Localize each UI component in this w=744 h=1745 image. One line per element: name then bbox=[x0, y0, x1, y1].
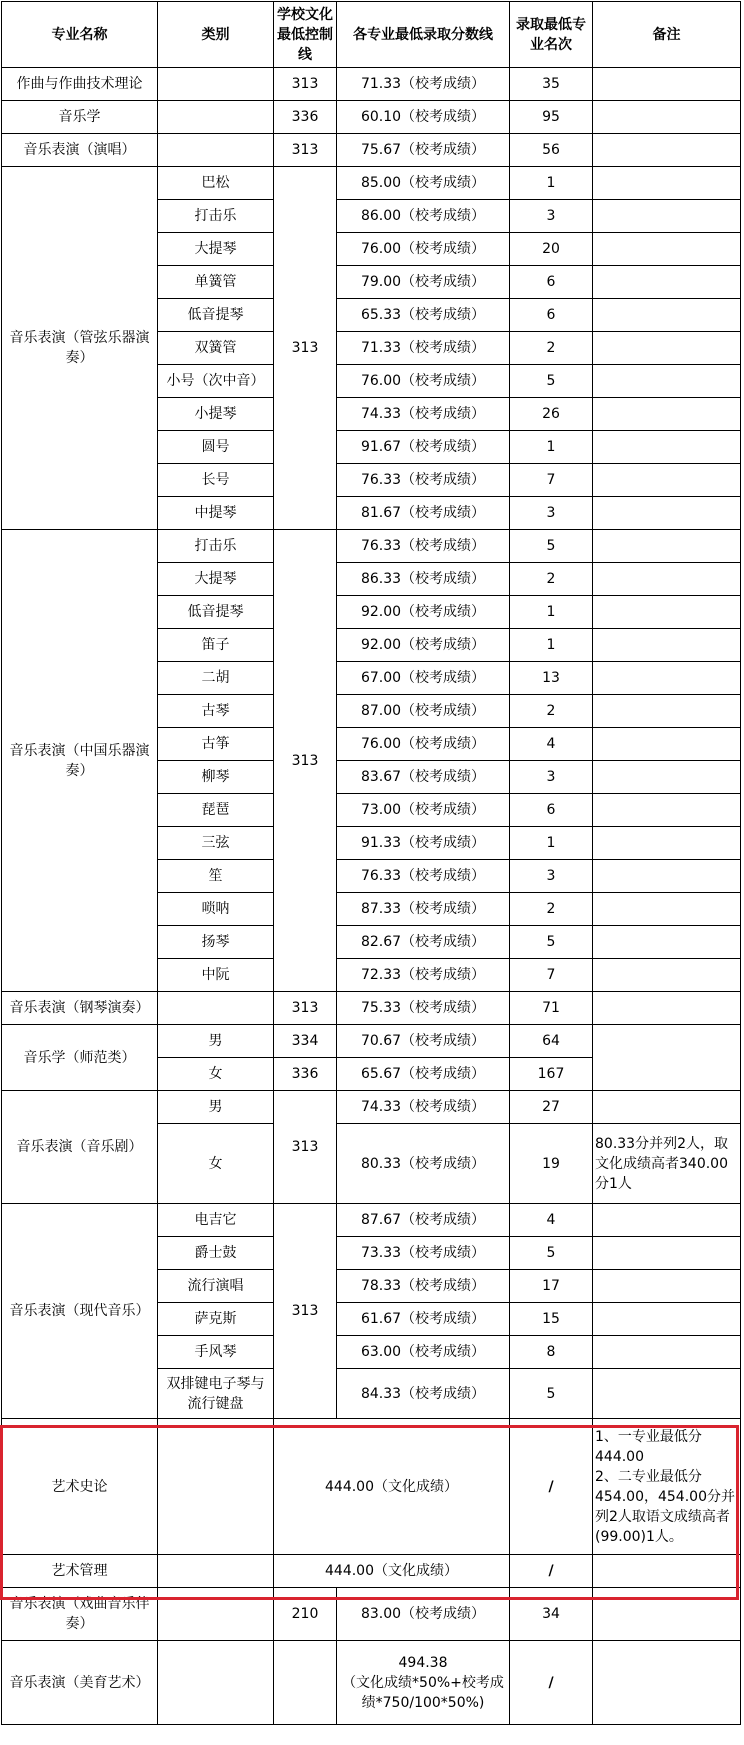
min-score-cell: 79.00（校考成绩） bbox=[337, 266, 510, 299]
min-rank-cell: 15 bbox=[510, 1303, 593, 1336]
culture-line-cell: 336 bbox=[274, 101, 337, 134]
min-score-cell: 76.00（校考成绩） bbox=[337, 728, 510, 761]
major-cell: 作曲与作曲技术理论 bbox=[2, 68, 158, 101]
min-rank-cell: 3 bbox=[510, 497, 593, 530]
min-score-cell: 63.00（校考成绩） bbox=[337, 1336, 510, 1369]
remark-cell bbox=[593, 398, 741, 431]
table-row bbox=[2, 167, 741, 200]
min-rank-cell: 64 bbox=[510, 1025, 593, 1058]
min-score-cell: 70.67（校考成绩） bbox=[337, 1025, 510, 1058]
min-rank-cell: 1 bbox=[510, 596, 593, 629]
min-score-cell: 81.67（校考成绩） bbox=[337, 497, 510, 530]
min-rank-cell: 5 bbox=[510, 1369, 593, 1419]
remark-cell bbox=[593, 266, 741, 299]
min-rank-cell: 6 bbox=[510, 299, 593, 332]
min-rank-cell: 26 bbox=[510, 398, 593, 431]
remark-cell bbox=[593, 167, 741, 200]
table-row bbox=[2, 1419, 741, 1555]
header-min-score: 各专业最低录取分数线 bbox=[337, 2, 510, 68]
remark-cell bbox=[593, 101, 741, 134]
min-rank-cell: 2 bbox=[510, 332, 593, 365]
major-cell: 音乐表演（现代音乐） bbox=[2, 1204, 158, 1419]
header-row bbox=[2, 2, 741, 68]
category-cell: 巴松 bbox=[158, 167, 274, 200]
min-rank-cell: 3 bbox=[510, 761, 593, 794]
category-cell bbox=[158, 1641, 274, 1725]
major-cell: 音乐表演（戏曲音乐伴奏） bbox=[2, 1588, 158, 1641]
min-rank-cell: 5 bbox=[510, 530, 593, 563]
table-row bbox=[2, 101, 741, 134]
major-cell: 音乐学（师范类） bbox=[2, 1025, 158, 1091]
min-rank-cell: 17 bbox=[510, 1270, 593, 1303]
category-cell: 流行演唱 bbox=[158, 1270, 274, 1303]
remark-cell bbox=[593, 233, 741, 266]
remark-cell bbox=[593, 497, 741, 530]
category-cell: 长号 bbox=[158, 464, 274, 497]
remark-cell bbox=[593, 893, 741, 926]
remark-cell bbox=[593, 1303, 741, 1336]
min-score-cell: 85.00（校考成绩） bbox=[337, 167, 510, 200]
min-rank-cell: 5 bbox=[510, 1237, 593, 1270]
category-cell: 女 bbox=[158, 1058, 274, 1091]
category-cell: 唢呐 bbox=[158, 893, 274, 926]
remark-cell bbox=[593, 794, 741, 827]
category-cell: 电吉它 bbox=[158, 1204, 274, 1237]
min-rank-cell: 5 bbox=[510, 365, 593, 398]
remark-cell bbox=[593, 1641, 741, 1725]
min-score-cell: 74.33（校考成绩） bbox=[337, 1091, 510, 1124]
category-cell: 三弦 bbox=[158, 827, 274, 860]
category-cell: 古筝 bbox=[158, 728, 274, 761]
min-rank-cell: 8 bbox=[510, 1336, 593, 1369]
major-cell: 音乐学 bbox=[2, 101, 158, 134]
min-score-cell: 76.33（校考成绩） bbox=[337, 860, 510, 893]
header-culture-line: 学校文化最低控制线 bbox=[274, 2, 337, 68]
remark-cell bbox=[593, 1336, 741, 1369]
category-cell bbox=[158, 101, 274, 134]
remark-cell bbox=[593, 68, 741, 101]
culture-line-cell: 313 bbox=[274, 530, 337, 992]
remark-cell bbox=[593, 299, 741, 332]
culture-line-cell bbox=[274, 1641, 337, 1725]
category-cell: 大提琴 bbox=[158, 233, 274, 266]
culture-line-cell: 313 bbox=[274, 992, 337, 1025]
min-rank-cell: 3 bbox=[510, 200, 593, 233]
category-cell bbox=[158, 992, 274, 1025]
category-cell: 低音提琴 bbox=[158, 299, 274, 332]
min-score-cell: 75.67（校考成绩） bbox=[337, 134, 510, 167]
culture-line-cell: 313 bbox=[274, 167, 337, 530]
min-rank-cell: 4 bbox=[510, 1204, 593, 1237]
header-category: 类别 bbox=[158, 2, 274, 68]
major-cell: 音乐表演（钢琴演奏） bbox=[2, 992, 158, 1025]
remark-cell bbox=[593, 1237, 741, 1270]
admission-score-table bbox=[1, 1, 741, 1725]
min-score-cell: 65.33（校考成绩） bbox=[337, 299, 510, 332]
min-score-cell: 92.00（校考成绩） bbox=[337, 596, 510, 629]
min-score-cell: 444.00（文化成绩） bbox=[274, 1555, 510, 1588]
min-rank-cell: 34 bbox=[510, 1588, 593, 1641]
category-cell: 双排键电子琴与流行键盘 bbox=[158, 1369, 274, 1419]
table-row bbox=[2, 992, 741, 1025]
major-cell: 艺术管理 bbox=[2, 1555, 158, 1588]
remark-cell bbox=[593, 1369, 741, 1419]
min-rank-cell: 1 bbox=[510, 629, 593, 662]
remark-cell bbox=[593, 629, 741, 662]
min-score-cell: 74.33（校考成绩） bbox=[337, 398, 510, 431]
major-cell: 音乐表演（演唱） bbox=[2, 134, 158, 167]
min-rank-cell: 4 bbox=[510, 728, 593, 761]
remark-cell bbox=[593, 134, 741, 167]
min-rank-cell: 7 bbox=[510, 959, 593, 992]
min-rank-cell: 2 bbox=[510, 563, 593, 596]
min-score-cell: 91.33（校考成绩） bbox=[337, 827, 510, 860]
min-rank-cell: / bbox=[510, 1555, 593, 1588]
min-rank-cell: 95 bbox=[510, 101, 593, 134]
remark-cell bbox=[593, 563, 741, 596]
min-rank-cell: 1 bbox=[510, 167, 593, 200]
major-cell: 音乐表演（音乐剧） bbox=[2, 1091, 158, 1204]
category-cell: 琵琶 bbox=[158, 794, 274, 827]
category-cell: 大提琴 bbox=[158, 563, 274, 596]
min-score-cell: 494.38 （文化成绩*50%+校考成绩*750/100*50%) bbox=[337, 1641, 510, 1725]
remark-cell bbox=[593, 365, 741, 398]
min-score-cell: 60.10（校考成绩） bbox=[337, 101, 510, 134]
category-cell bbox=[158, 68, 274, 101]
table-row bbox=[2, 68, 741, 101]
category-cell: 单簧管 bbox=[158, 266, 274, 299]
remark-cell bbox=[593, 662, 741, 695]
min-score-cell: 87.00（校考成绩） bbox=[337, 695, 510, 728]
remark-cell bbox=[593, 695, 741, 728]
min-score-cell: 91.67（校考成绩） bbox=[337, 431, 510, 464]
remark-cell bbox=[593, 1091, 741, 1124]
min-score-cell: 73.00（校考成绩） bbox=[337, 794, 510, 827]
category-cell: 萨克斯 bbox=[158, 1303, 274, 1336]
min-rank-cell: 13 bbox=[510, 662, 593, 695]
min-score-cell: 86.00（校考成绩） bbox=[337, 200, 510, 233]
culture-line-cell: 334 bbox=[274, 1025, 337, 1058]
min-rank-cell: 20 bbox=[510, 233, 593, 266]
min-rank-cell: 7 bbox=[510, 464, 593, 497]
table-row bbox=[2, 1555, 741, 1588]
category-cell: 爵士鼓 bbox=[158, 1237, 274, 1270]
min-rank-cell: 5 bbox=[510, 926, 593, 959]
category-cell: 中阮 bbox=[158, 959, 274, 992]
culture-line-cell: 313 bbox=[274, 1204, 337, 1419]
remark-cell bbox=[593, 1555, 741, 1588]
min-score-cell: 75.33（校考成绩） bbox=[337, 992, 510, 1025]
remark-cell bbox=[593, 926, 741, 959]
culture-line-cell: 210 bbox=[274, 1588, 337, 1641]
table-row bbox=[2, 1091, 741, 1124]
remark-cell bbox=[593, 596, 741, 629]
category-cell: 二胡 bbox=[158, 662, 274, 695]
category-cell: 古琴 bbox=[158, 695, 274, 728]
min-score-cell: 78.33（校考成绩） bbox=[337, 1270, 510, 1303]
min-score-cell: 80.33（校考成绩） bbox=[337, 1124, 510, 1204]
min-rank-cell: 27 bbox=[510, 1091, 593, 1124]
table-row bbox=[2, 1588, 741, 1641]
min-rank-cell: 3 bbox=[510, 860, 593, 893]
remark-cell bbox=[593, 464, 741, 497]
remark-cell: 1、一专业最低分444.00 2、二专业最低分454.00，454.00分并列2人取语文成绩高者(99.00)1人。 bbox=[593, 1419, 741, 1555]
min-score-cell: 67.00（校考成绩） bbox=[337, 662, 510, 695]
min-rank-cell: 19 bbox=[510, 1124, 593, 1204]
min-score-cell: 86.33（校考成绩） bbox=[337, 563, 510, 596]
min-rank-cell: 56 bbox=[510, 134, 593, 167]
category-cell: 手风琴 bbox=[158, 1336, 274, 1369]
min-score-cell: 87.33（校考成绩） bbox=[337, 893, 510, 926]
remark-cell bbox=[593, 332, 741, 365]
remark-cell bbox=[593, 200, 741, 233]
min-score-cell: 82.67（校考成绩） bbox=[337, 926, 510, 959]
min-rank-cell: 71 bbox=[510, 992, 593, 1025]
min-score-cell: 65.67（校考成绩） bbox=[337, 1058, 510, 1091]
remark-cell bbox=[593, 827, 741, 860]
min-rank-cell: 6 bbox=[510, 266, 593, 299]
min-score-cell: 72.33（校考成绩） bbox=[337, 959, 510, 992]
min-score-cell: 84.33（校考成绩） bbox=[337, 1369, 510, 1419]
category-cell bbox=[158, 1555, 274, 1588]
category-cell: 男 bbox=[158, 1091, 274, 1124]
min-score-cell: 92.00（校考成绩） bbox=[337, 629, 510, 662]
remark-cell bbox=[593, 530, 741, 563]
table-row bbox=[2, 530, 741, 563]
category-cell bbox=[158, 1419, 274, 1555]
min-score-cell: 76.00（校考成绩） bbox=[337, 233, 510, 266]
category-cell: 扬琴 bbox=[158, 926, 274, 959]
min-rank-cell: 2 bbox=[510, 893, 593, 926]
table-row bbox=[2, 1204, 741, 1237]
table-row bbox=[2, 1025, 741, 1058]
category-cell: 低音提琴 bbox=[158, 596, 274, 629]
category-cell: 圆号 bbox=[158, 431, 274, 464]
category-cell: 打击乐 bbox=[158, 200, 274, 233]
major-cell: 艺术史论 bbox=[2, 1419, 158, 1555]
min-score-cell: 73.33（校考成绩） bbox=[337, 1237, 510, 1270]
remark-cell bbox=[593, 761, 741, 794]
remark-cell bbox=[593, 959, 741, 992]
min-score-cell: 71.33（校考成绩） bbox=[337, 332, 510, 365]
remark-cell bbox=[593, 1588, 741, 1641]
min-score-cell: 76.33（校考成绩） bbox=[337, 464, 510, 497]
min-score-cell: 83.00（校考成绩） bbox=[337, 1588, 510, 1641]
category-cell: 打击乐 bbox=[158, 530, 274, 563]
culture-line-cell: 313 bbox=[274, 1091, 337, 1204]
category-cell bbox=[158, 134, 274, 167]
remark-cell bbox=[593, 431, 741, 464]
min-rank-cell: 1 bbox=[510, 827, 593, 860]
category-cell: 女 bbox=[158, 1124, 274, 1204]
min-score-cell: 61.67（校考成绩） bbox=[337, 1303, 510, 1336]
remark-cell bbox=[593, 1025, 741, 1091]
min-score-cell: 71.33（校考成绩） bbox=[337, 68, 510, 101]
category-cell: 小号（次中音） bbox=[158, 365, 274, 398]
remark-cell bbox=[593, 728, 741, 761]
category-cell: 双簧管 bbox=[158, 332, 274, 365]
header-major: 专业名称 bbox=[2, 2, 158, 68]
major-cell: 音乐表演（美育艺术） bbox=[2, 1641, 158, 1725]
remark-cell bbox=[593, 860, 741, 893]
min-score-cell: 87.67（校考成绩） bbox=[337, 1204, 510, 1237]
min-score-cell: 76.00（校考成绩） bbox=[337, 365, 510, 398]
category-cell: 笙 bbox=[158, 860, 274, 893]
culture-line-cell: 313 bbox=[274, 134, 337, 167]
min-rank-cell: 167 bbox=[510, 1058, 593, 1091]
header-remark: 备注 bbox=[593, 2, 741, 68]
min-rank-cell: / bbox=[510, 1641, 593, 1725]
min-score-cell: 76.33（校考成绩） bbox=[337, 530, 510, 563]
min-rank-cell: 1 bbox=[510, 431, 593, 464]
major-cell: 音乐表演（中国乐器演奏） bbox=[2, 530, 158, 992]
min-rank-cell: 2 bbox=[510, 695, 593, 728]
remark-cell bbox=[593, 1270, 741, 1303]
category-cell: 男 bbox=[158, 1025, 274, 1058]
header-min-rank: 录取最低专业名次 bbox=[510, 2, 593, 68]
min-score-cell: 83.67（校考成绩） bbox=[337, 761, 510, 794]
min-rank-cell: / bbox=[510, 1419, 593, 1555]
table-row bbox=[2, 134, 741, 167]
category-cell: 柳琴 bbox=[158, 761, 274, 794]
min-score-cell: 444.00（文化成绩） bbox=[274, 1419, 510, 1555]
culture-line-cell: 313 bbox=[274, 68, 337, 101]
major-cell: 音乐表演（管弦乐器演奏） bbox=[2, 167, 158, 530]
remark-cell bbox=[593, 1204, 741, 1237]
category-cell: 中提琴 bbox=[158, 497, 274, 530]
category-cell bbox=[158, 1588, 274, 1641]
culture-line-cell: 336 bbox=[274, 1058, 337, 1091]
min-rank-cell: 6 bbox=[510, 794, 593, 827]
remark-cell bbox=[593, 992, 741, 1025]
remark-cell: 80.33分并列2人，取文化成绩高者340.00分1人 bbox=[593, 1124, 741, 1204]
category-cell: 小提琴 bbox=[158, 398, 274, 431]
table-row bbox=[2, 1641, 741, 1725]
min-rank-cell: 35 bbox=[510, 68, 593, 101]
category-cell: 笛子 bbox=[158, 629, 274, 662]
